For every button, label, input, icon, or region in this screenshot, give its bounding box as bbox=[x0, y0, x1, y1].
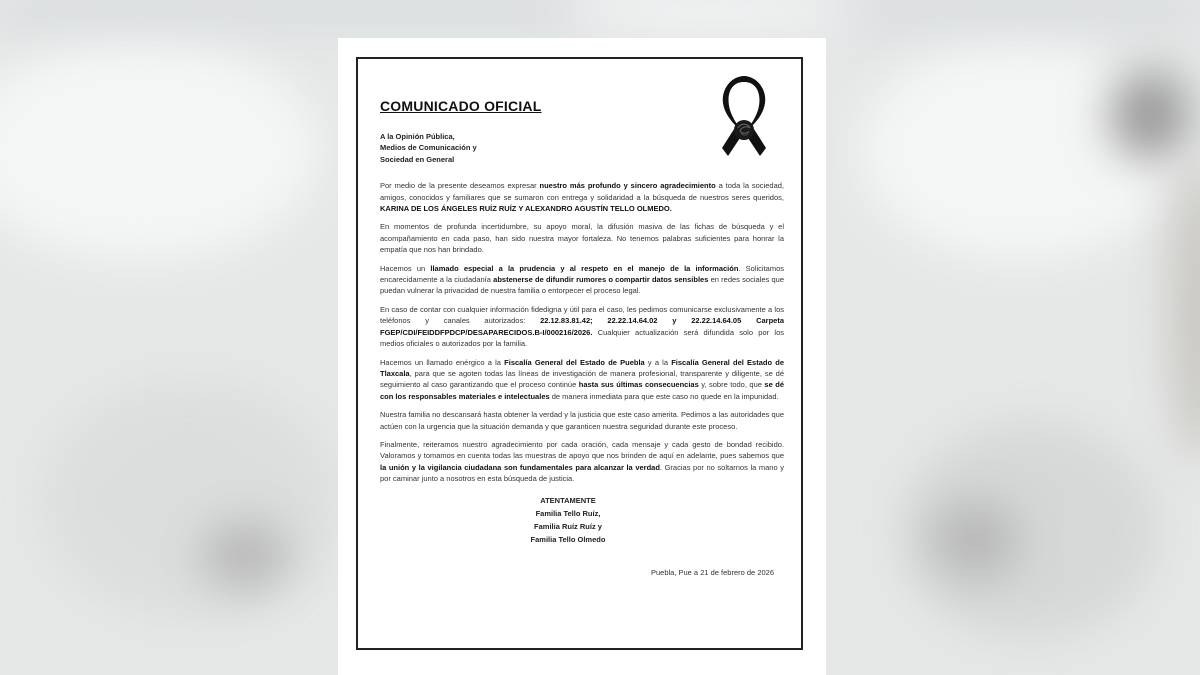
background-blur-shape bbox=[1110, 70, 1190, 160]
text-run: Hacemos un llamado enérgico a la bbox=[380, 357, 505, 367]
text-run: Nuestra familia no descansará hasta obtener la verdad y la justicia que este caso amerita. Pedimos a las autoridades que actúen con la urgencia que la situación demanda y que garanticen nuestra seguridad durante este proceso. bbox=[380, 410, 784, 431]
bold-text-run: se dé con los responsables materiales e intelectuales bbox=[380, 380, 785, 401]
body-paragraphs bbox=[380, 180, 784, 484]
text-run: y a la bbox=[644, 357, 672, 367]
text-run: En caso de contar con cualquier información fidedigna y útil para el caso, les pedimos comunicarse exclusivamente a los teléfonos y canales autorizados: bbox=[380, 304, 784, 326]
text-run: de manera inmediata para que este caso no quede en la impunidad. bbox=[549, 391, 779, 401]
signature-line: Familia Tello Ruíz, bbox=[535, 508, 601, 518]
text-run: y, sobre todo, que bbox=[698, 380, 765, 390]
text-run: En momentos de profunda incertidumbre, su apoyo moral, la difusión masiva de las fichas de búsqueda y el acompañamiento en cada paso, han sido nuestra mayor fortaleza. No tenemos palabras suficientes para honrar la empatía que nos han brindado. bbox=[380, 222, 784, 255]
text-run: en redes sociales que puedan vulnerar la privacidad de nuestra familia o entorpecer el proceso legal. bbox=[380, 275, 784, 296]
text-run: . Gracias por no soltarnos la mano y por caminar junto a nosotros en esta búsqueda de justicia. bbox=[380, 462, 784, 484]
body-paragraph bbox=[380, 304, 784, 350]
bold-text-run: abstenerse de difundir rumores o compartir datos sensibles bbox=[493, 275, 709, 285]
body-paragraph bbox=[380, 439, 784, 485]
text-run: Cualquier actualización será difundida solo por los medios oficiales o autorizados por la familia. bbox=[380, 327, 784, 349]
bold-text-run: 22.12.83.81.42; 22.22.14.64.02 y 22.22.14.64.05 Carpeta FGEP/CDI/FEIDDFPDCP/DESAPARECIDOS.B-I/000216/2026. bbox=[380, 316, 784, 337]
document-sheet bbox=[338, 38, 826, 675]
bold-text-run: nuestro más profundo y sincero agradecimiento bbox=[539, 181, 716, 191]
document-content bbox=[380, 97, 784, 578]
background-blur-shape bbox=[0, 40, 320, 260]
signature-line: ATENTAMENTE bbox=[540, 495, 596, 505]
text-run: Por medio de la presente deseamos expresar bbox=[380, 181, 540, 191]
bold-text-run: KARINA DE LOS ÁNGELES RUÍZ RUÍZ Y ALEXANDRO AGUSTÍN TELLO OLMEDO. bbox=[380, 204, 672, 214]
signature-block bbox=[380, 494, 756, 546]
text-run: . Solicitamos encarecidamente a la ciudadanía bbox=[380, 263, 785, 285]
addressee-line: Sociedad en General bbox=[380, 154, 455, 164]
body-paragraph bbox=[380, 221, 784, 255]
background-blur-shape bbox=[930, 500, 1020, 580]
addressee-line: Medios de Comunicación y bbox=[380, 143, 477, 153]
bold-text-run: hasta sus últimas consecuencias bbox=[578, 380, 699, 390]
background-blur-shape bbox=[200, 520, 290, 590]
body-paragraph bbox=[380, 263, 784, 297]
bold-text-run: Fiscalía General del Estado de Tlaxcala bbox=[380, 357, 784, 378]
body-paragraph bbox=[380, 409, 784, 432]
text-run: , para que se agoten todas las líneas de investigación de manera profesional, transparente y diligente, se dé seguimiento al caso garantizando que el proceso continúe bbox=[380, 368, 784, 390]
background-blur-shape bbox=[40, 380, 340, 620]
document-border bbox=[356, 57, 803, 650]
bold-text-run: llamado especial a la prudencia y al respeto en el manejo de la información bbox=[430, 263, 739, 273]
background-blur-shape bbox=[1170, 160, 1200, 460]
bold-text-run: la unión y la vigilancia ciudadana son fundamentales para alcanzar la verdad bbox=[380, 462, 660, 472]
signature-line: Familia Ruíz Ruíz y bbox=[534, 521, 602, 531]
addressee-line: A la Opinión Pública, bbox=[380, 132, 455, 141]
addressee-block bbox=[380, 131, 784, 165]
text-run: Finalmente, reiteramos nuestro agradecimiento por cada oración, cada mensaje y cada gesto de bondad recibido. Valoramos y tomamos en cuenta todas las muestras de apoyo que nos brinden de aquí en adelante, pues sabemos que bbox=[380, 439, 784, 461]
body-paragraph bbox=[380, 180, 784, 214]
document-title: COMUNICADO OFICIAL bbox=[380, 98, 542, 114]
body-paragraph bbox=[380, 357, 784, 403]
bold-text-run: Fiscalía General del Estado de Puebla bbox=[504, 357, 645, 367]
signature-line: Familia Tello Olmedo bbox=[530, 534, 606, 544]
background-blur-shape bbox=[560, 0, 860, 40]
document-date: Puebla, Pue a 21 de febrero de 2026 bbox=[650, 567, 774, 577]
text-run: Hacemos un bbox=[380, 263, 431, 273]
text-run: a toda la sociedad, amigos, conocidos y familiares que se sumaron con entrega y solidaridad a la búsqueda de nuestros seres queridos, bbox=[380, 181, 784, 202]
